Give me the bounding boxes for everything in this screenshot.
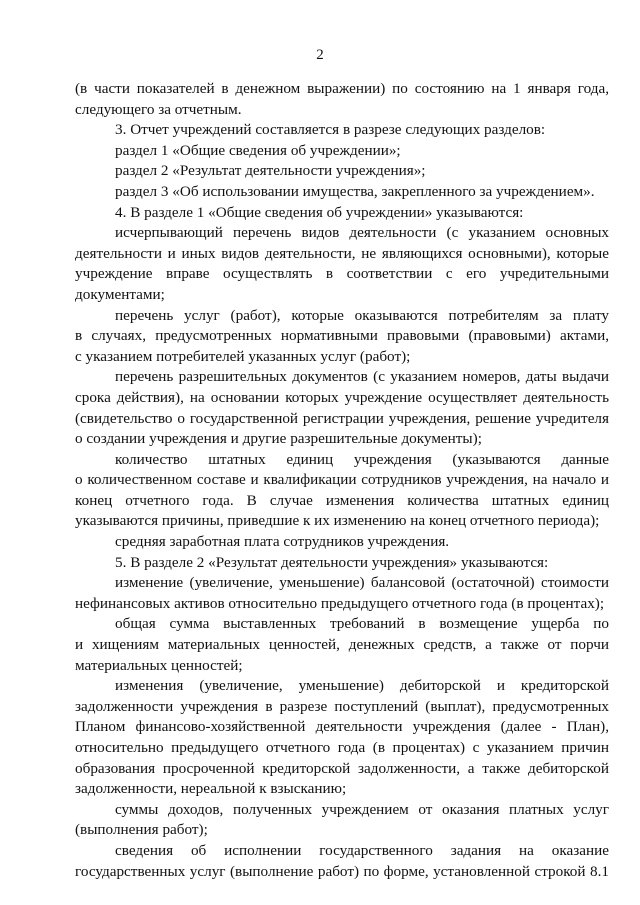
- text-line: изменения (увеличение, уменьшение) дебиторской и кредиторской: [115, 677, 609, 695]
- text-line: сведения об исполнении государственного задания на оказание: [115, 841, 609, 859]
- text-line: образования просроченной кредиторской задолженности, а также дебиторской: [75, 759, 609, 777]
- text-line: Планом финансово-хозяйственной деятельности учреждения (далее - План),: [75, 718, 609, 736]
- text-line: с указанием потребителей указанных услуг (работ);: [75, 347, 411, 365]
- text-line: указываются причины, приведшие к их изменению на конец отчетного периода);: [75, 512, 600, 530]
- text-line: средняя заработная плата сотрудников учреждения.: [115, 533, 450, 551]
- text-line: о количественном составе и квалификации сотрудников учреждения, на начало и: [75, 471, 609, 489]
- text-line: количество штатных единиц учреждения (указываются данные: [115, 450, 609, 468]
- text-line: раздел 3 «Об использовании имущества, закрепленного за учреждением».: [115, 182, 595, 200]
- text-line: (свидетельство о государственной регистрации учреждения, решение учредителя: [75, 409, 609, 427]
- text-line: и хищениям материальных ценностей, денежных средств, а также от порчи: [75, 636, 609, 654]
- text-line: перечень разрешительных документов (с указанием номеров, даты выдачи: [115, 368, 609, 386]
- text-line: конец отчетного года. В случае изменения количества штатных единиц: [75, 491, 609, 509]
- text-line: 5. В разделе 2 «Результат деятельности учреждения» указываются:: [115, 553, 549, 571]
- text-line: задолженности учреждения в разрезе поступлений (выплат), предусмотренных: [75, 697, 609, 715]
- text-line: государственных услуг (выполнение работ) по форме, установленной строкой 8.1: [75, 862, 609, 880]
- text-line: (в части показателей в денежном выражении) по состоянию на 1 января года,: [75, 80, 609, 97]
- text-line: исчерпывающий перечень видов деятельности (с указанием основных: [115, 224, 609, 242]
- text-line: учреждение вправе осуществлять в соответствии с его учредительными: [75, 265, 609, 283]
- text-line: о создании учреждения и другие разрешительные документы);: [75, 430, 482, 448]
- text-line: раздел 2 «Результат деятельности учреждения»;: [115, 162, 426, 180]
- text-line: 4. В разделе 1 «Общие сведения об учреждении» указываются:: [115, 203, 524, 221]
- text-line: изменение (увеличение, уменьшение) балансовой (остаточной) стоимости: [115, 574, 609, 592]
- text-line: 3. Отчет учреждений составляется в разрезе следующих разделов:: [115, 121, 546, 139]
- page-number: 2: [316, 47, 324, 63]
- text-line: документами;: [75, 285, 165, 303]
- text-line: суммы доходов, полученных учреждением от оказания платных услуг: [115, 800, 609, 818]
- text-line: раздел 1 «Общие сведения об учреждении»;: [115, 141, 401, 159]
- text-line: относительно предыдущего отчетного года (в процентах) с указанием причин: [75, 739, 609, 756]
- document-body: [75, 79, 609, 882]
- text-line: в случаях, предусмотренных нормативными правовыми (правовыми) актами,: [75, 327, 609, 345]
- text-line: материальных ценностей;: [75, 656, 243, 674]
- text-line: (выполнения работ);: [75, 821, 208, 839]
- text-line: срока действия), на основании которых учреждение осуществляет деятельность: [75, 388, 609, 406]
- text-line: следующего за отчетным.: [75, 100, 242, 118]
- text-line: общая сумма выставленных требований в возмещение ущерба по: [115, 615, 609, 633]
- text-line: нефинансовых активов относительно предыдущего отчетного года (в процентах);: [75, 594, 605, 612]
- text-line: задолженности, нереальной к взысканию;: [75, 780, 347, 798]
- text-line: деятельности и иных видов деятельности, не являющихся основными), которые: [75, 244, 609, 262]
- text-line: перечень услуг (работ), которые оказываются потребителям за плату: [115, 306, 609, 324]
